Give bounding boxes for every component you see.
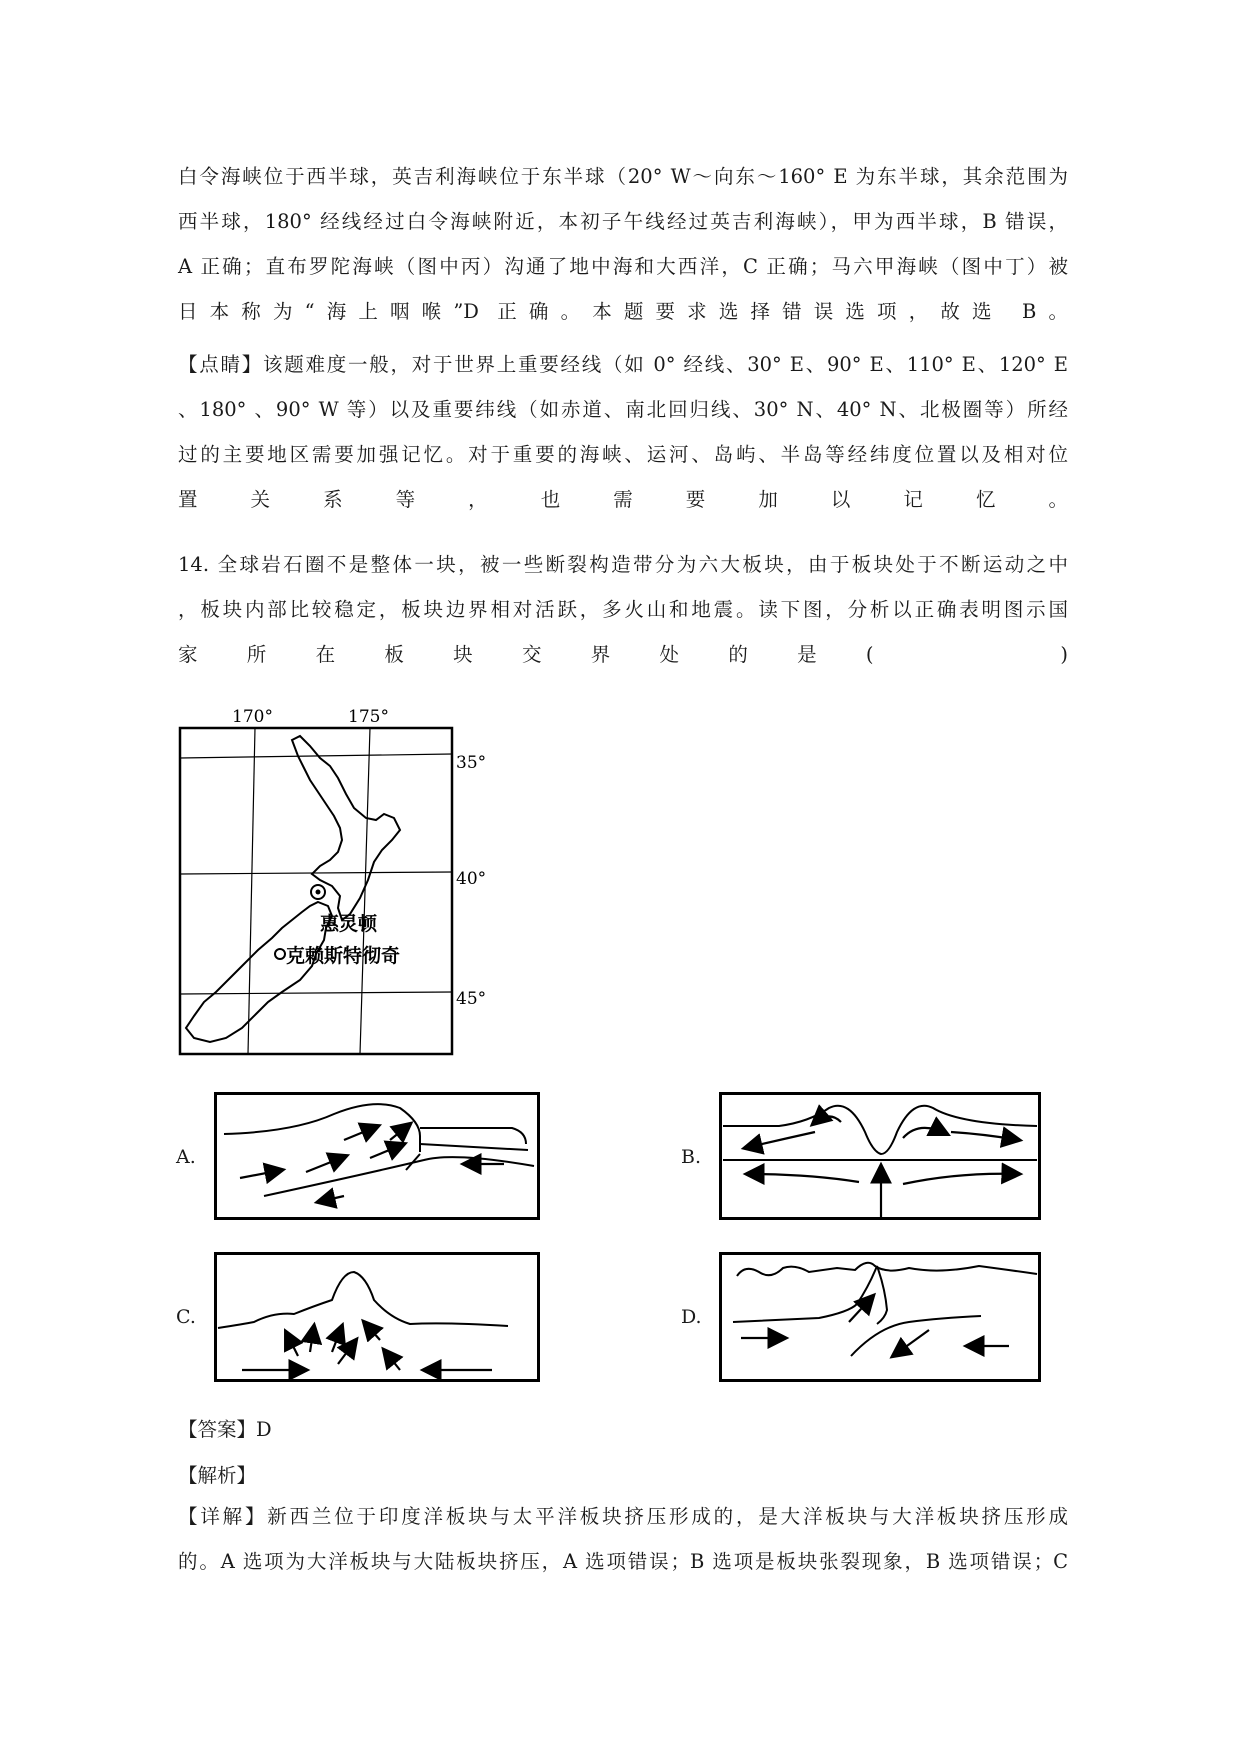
north-island-outline xyxy=(292,736,400,920)
text-line: 14. 全球岩石圈不是整体一块，被一些断裂构造带分为六大板块，由于板块处于不断运动之中 xyxy=(178,553,1068,576)
diagram-c xyxy=(214,1252,540,1382)
option-c-label: C. xyxy=(176,1306,196,1328)
lon-label-170: 170° xyxy=(232,707,273,727)
text-line: A 正确；直布罗陀海峡（图中丙）沟通了地中海和大西洋，C 正确；马六甲海峡（图中丁）被 xyxy=(178,255,1068,278)
text-line: 白令海峡位于西半球，英吉利海峡位于东半球（20° W～向东～160° E 为东半球，其余范围为 xyxy=(178,165,1068,188)
analysis-heading: 【解析】 xyxy=(178,1464,257,1487)
city-label-christchurch: 克赖斯特彻奇 xyxy=(286,945,401,967)
lat-label-35: 35° xyxy=(456,753,487,773)
christchurch-marker xyxy=(275,949,285,959)
new-zealand-map xyxy=(170,702,490,1060)
text-line: 【点睛】该题难度一般，对于世界上重要经线（如 0° 经线、30° E、90° E、110° E、120° E xyxy=(178,353,1068,376)
text-line: 日本称为“海上咽喉”D 正确。本题要求选择错误选项，故选 B。 xyxy=(178,300,1068,323)
diagram-d xyxy=(719,1252,1041,1382)
lat-label-40: 40° xyxy=(456,869,487,889)
lat-label-45: 45° xyxy=(456,989,487,1009)
text-line: 过的主要地区需要加强记忆。对于重要的海峡、运河、岛屿、半岛等经纬度位置以及相对位 xyxy=(178,443,1068,466)
option-d-label: D. xyxy=(681,1306,702,1328)
paragraph-detailed-explanation xyxy=(178,1494,1068,1584)
option-a-label: A. xyxy=(176,1146,196,1168)
paragraph-explanation-straits xyxy=(178,154,1068,334)
text-line: 置关系等，也需要加以记忆。 xyxy=(178,488,1068,511)
lon-label-175: 175° xyxy=(348,707,389,727)
diagram-a xyxy=(214,1092,540,1220)
text-line: 【详解】新西兰位于印度洋板块与太平洋板块挤压形成的，是大洋板块与大洋板块挤压形成 xyxy=(178,1505,1068,1528)
paragraph-tip xyxy=(178,342,1068,522)
text-line: ，板块内部比较稳定，板块边界相对活跃，多火山和地震。读下图，分析以正确表明图示国 xyxy=(178,598,1068,621)
answer-line: 【答案】D xyxy=(178,1418,272,1441)
diagram-b xyxy=(719,1092,1041,1220)
south-island-outline xyxy=(186,902,332,1042)
text-line: 西半球，180° 经线经过白令海峡附近，本初子午线经过英吉利海峡），甲为西半球，B 错误， xyxy=(178,210,1068,233)
text-line: 的。A 选项为大洋板块与大陆板块挤压，A 选项错误；B 选项是板块张裂现象，B 选项错误；C xyxy=(178,1550,1068,1573)
city-label-wellington: 惠灵顿 xyxy=(320,913,378,935)
option-b-label: B. xyxy=(681,1146,702,1168)
question-14 xyxy=(178,542,1068,677)
text-line: 、180° 、90° W 等）以及重要纬线（如赤道、南北回归线、30° N、40° N、北极圈等）所经 xyxy=(178,398,1068,421)
text-line: 家所在板块交界处的是( ) xyxy=(178,643,1068,666)
